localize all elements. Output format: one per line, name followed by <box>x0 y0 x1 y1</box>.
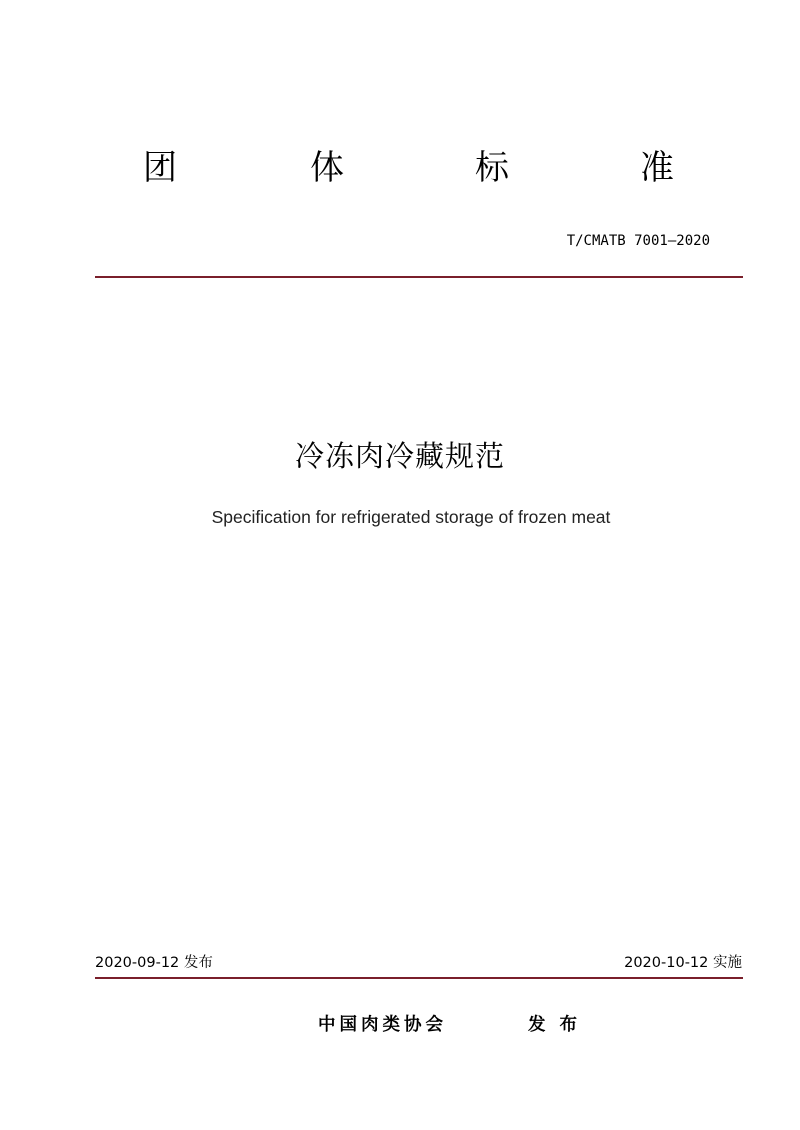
document-title-chinese: 冷冻肉冷藏规范 <box>294 439 505 473</box>
top-divider <box>95 276 743 278</box>
standard-type-char-1: 团 <box>143 148 177 188</box>
implementation-date: 2020-10-12 实施 <box>624 955 742 971</box>
issue-date: 2020-09-12 发布 <box>95 955 213 971</box>
standard-type-heading <box>0 146 800 190</box>
standard-type-char-4: 准 <box>640 148 674 188</box>
publish-label: 发布 <box>528 1015 591 1035</box>
publisher-name: 中国肉类协会 <box>318 1015 447 1035</box>
standard-code: T/CMATB 7001—2020 <box>566 233 710 249</box>
bottom-divider <box>95 977 743 979</box>
standard-type-char-2: 体 <box>310 148 344 188</box>
document-title-english: Specification for refrigerated storage of frozen meat <box>211 507 611 527</box>
standard-type-char-3: 标 <box>475 148 509 188</box>
